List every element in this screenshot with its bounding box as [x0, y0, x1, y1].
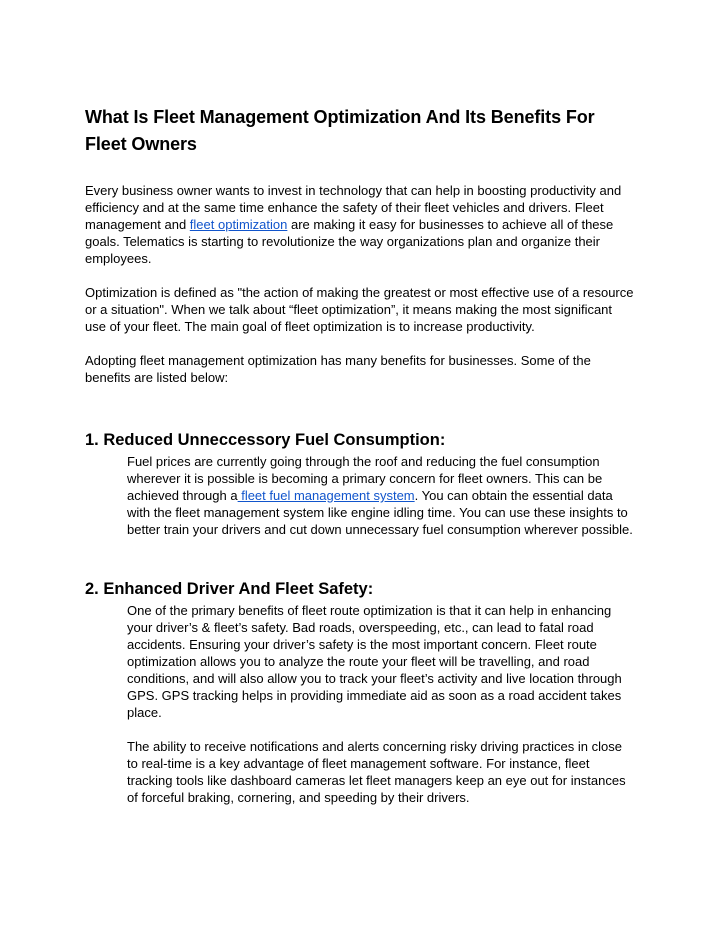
section-2-paragraph-1: One of the primary benefits of fleet route optimization is that it can help in enhancing your driver’s & fleet’s safety. Bad roads, overspeeding, etc., can lead to fatal road accidents. Ensuring your driver’s safety is the most important concern. Fleet route optimization allows you to analyze the route your fleet will be travelling, and road conditions, and will also allow you to track your fleet’s activity and live location through GPS. GPS tracking helps in providing immediate aid as soon as a road accident takes place.	[127, 603, 622, 720]
spacer	[85, 721, 634, 738]
spacer	[85, 267, 634, 284]
intro-p1-text-after: are making it easy for businesses to achieve all of these goals. Telematics is starting to revolutionize the way organizations plan and organize their employees.	[85, 217, 614, 266]
section-driver-safety	[85, 578, 634, 806]
intro-paragraph-3: Adopting fleet management optimization has many benefits for businesses. Some of the benefits are listed below:	[85, 353, 591, 385]
page-title: What Is Fleet Management Optimization And Its Benefits For Fleet Owners	[85, 107, 595, 154]
intro-paragraph-1	[85, 182, 634, 267]
intro-p1-text-before: Every business owner wants to invest in technology that can help in boosting productivity and efficiency and at the same time enhance the safety of their fleet vehicles and drivers. Fleet management and	[85, 183, 622, 232]
section-1-text-after: . You can obtain the essential data with the fleet management system like engine idling time. You can use these insights to better train your drivers and cut down unnecessary fuel consumption wherever possible.	[127, 488, 633, 537]
section-1-text-before: Fuel prices are currently going through the roof and reducing the fuel consumption wherever it is possible is becoming a primary concern for fleet owners. This can be achieved through a	[127, 454, 603, 503]
fleet-fuel-management-link[interactable]: fleet fuel management system	[237, 488, 415, 503]
section-1-body	[127, 453, 634, 538]
fleet-optimization-link[interactable]: fleet optimization	[189, 217, 288, 232]
section-fuel-consumption	[85, 429, 634, 538]
spacer	[85, 158, 634, 182]
section-2-paragraph-2: The ability to receive notifications and alerts concerning risky driving practices in close to real-time is a key advantage of fleet management software. For instance, fleet tracking tools like dashboard cameras let fleet managers keep an eye out for instances of forceful braking, cornering, and speeding by their drivers.	[127, 739, 626, 805]
spacer	[85, 335, 634, 352]
intro-paragraph-2: Optimization is defined as "the action of making the greatest or most effective use of a resource or a situation". When we talk about “fleet optimization”, it means making the most significant use of your fleet. The main goal of fleet optimization is to increase productivity.	[85, 285, 634, 334]
section-heading-2: 2. Enhanced Driver And Fleet Safety:	[85, 580, 374, 598]
section-heading-1: 1. Reduced Unneccessory Fuel Consumption:	[85, 431, 446, 449]
